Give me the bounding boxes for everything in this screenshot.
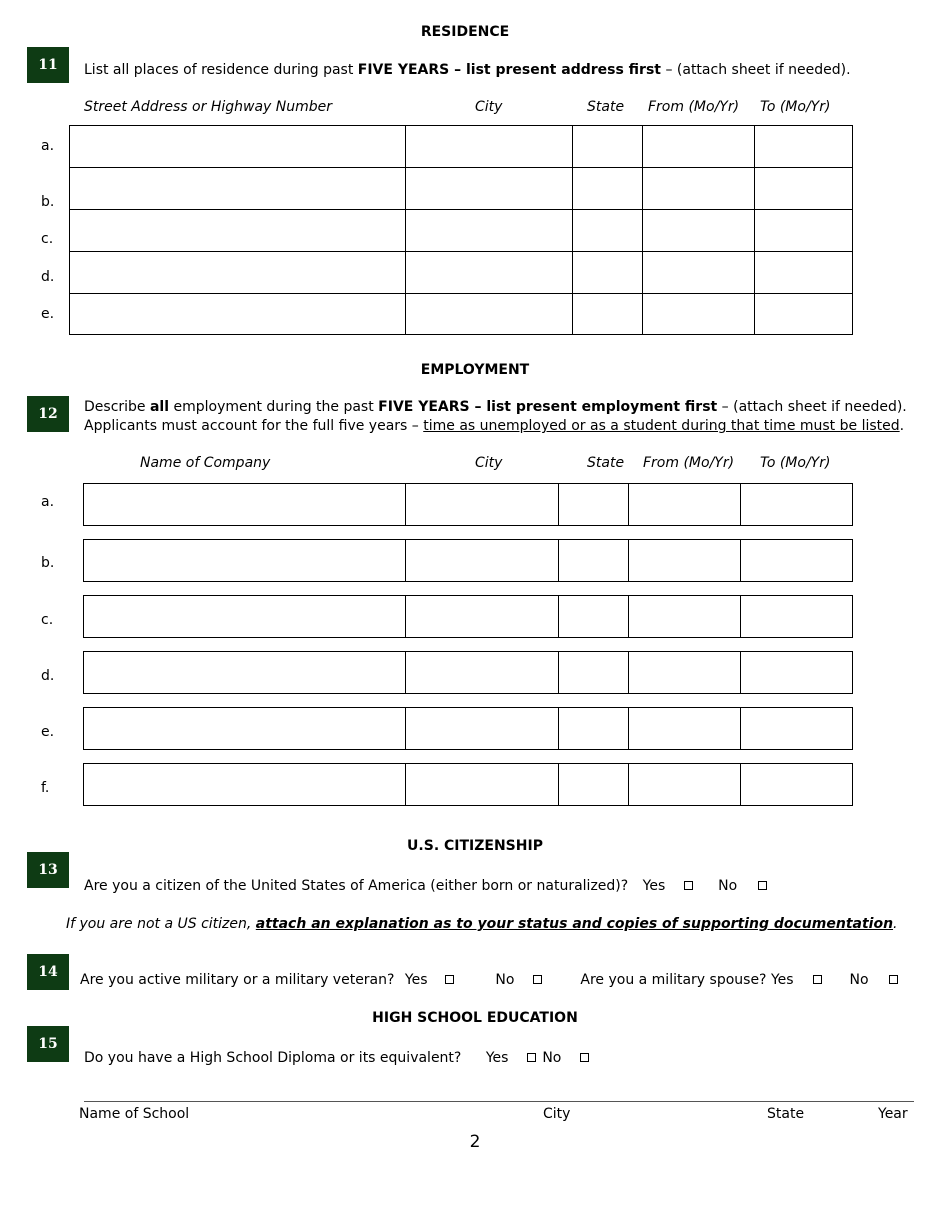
residence-d-state-field[interactable] bbox=[572, 251, 642, 293]
employment-d-to-field[interactable] bbox=[740, 651, 853, 694]
school-name-label: Name of School bbox=[79, 1106, 190, 1122]
residence-b-from-field[interactable] bbox=[642, 167, 754, 209]
residence-e-from-field[interactable] bbox=[642, 293, 754, 335]
column-header-city: City bbox=[475, 455, 503, 471]
spouse-no-checkbox[interactable] bbox=[889, 975, 898, 984]
residence-instruction: List all places of residence during past FIVE YEARS – list present address first – (attach sheet if needed). bbox=[84, 62, 851, 78]
employment-a-state-field[interactable] bbox=[558, 483, 629, 526]
residence-c-to-field[interactable] bbox=[754, 209, 853, 251]
no-label: No bbox=[495, 972, 515, 988]
employment-instruction: Describe all employment during the past FIVE YEARS – list present employment first – (attach sheet if needed). bbox=[84, 399, 907, 415]
yes-label: Yes bbox=[404, 972, 428, 988]
no-label: No bbox=[542, 1050, 562, 1066]
residence-e-state-field[interactable] bbox=[572, 293, 642, 335]
employment-d-city-field[interactable] bbox=[405, 651, 559, 694]
school-state-label: State bbox=[767, 1106, 805, 1122]
row-label: b. bbox=[41, 555, 55, 571]
column-header-from: From (Mo/Yr) bbox=[648, 99, 740, 115]
row-label: c. bbox=[41, 231, 54, 247]
employment-c-to-field[interactable] bbox=[740, 595, 853, 638]
employment-f-company-field[interactable] bbox=[83, 763, 406, 806]
column-header-state: State bbox=[587, 455, 625, 471]
row-label: a. bbox=[41, 494, 55, 510]
section-number-badge: 13 bbox=[27, 852, 69, 888]
employment-f-state-field[interactable] bbox=[558, 763, 629, 806]
yes-label: Yes bbox=[642, 878, 666, 894]
column-header-from: From (Mo/Yr) bbox=[643, 455, 735, 471]
residence-c-state-field[interactable] bbox=[572, 209, 642, 251]
school-city-label: City bbox=[543, 1106, 571, 1122]
residence-a-to-field[interactable] bbox=[754, 125, 853, 167]
diploma-yes-checkbox[interactable] bbox=[527, 1053, 536, 1062]
employment-e-to-field[interactable] bbox=[740, 707, 853, 750]
employment-b-city-field[interactable] bbox=[405, 539, 559, 582]
residence-d-city-field[interactable] bbox=[405, 251, 572, 293]
employment-e-from-field[interactable] bbox=[628, 707, 741, 750]
residence-d-to-field[interactable] bbox=[754, 251, 853, 293]
employment-instruction-note: Applicants must account for the full five years – time as unemployed or as a student during that time must be listed. bbox=[84, 418, 905, 434]
employment-a-from-field[interactable] bbox=[628, 483, 741, 526]
employment-c-company-field[interactable] bbox=[83, 595, 406, 638]
section-number-badge: 12 bbox=[27, 396, 69, 432]
military-spouse-question: Are you a military spouse? bbox=[580, 972, 767, 988]
school-info-line[interactable] bbox=[84, 1101, 914, 1102]
residence-table bbox=[69, 125, 853, 335]
citizenship-question: Are you a citizen of the United States of America (either born or naturalized)? bbox=[84, 878, 629, 894]
employment-b-to-field[interactable] bbox=[740, 539, 853, 582]
citizenship-question-row bbox=[84, 878, 767, 894]
row-label: c. bbox=[41, 612, 54, 628]
no-label: No bbox=[718, 878, 738, 894]
row-label: e. bbox=[41, 724, 55, 740]
column-header-company: Name of Company bbox=[140, 455, 271, 471]
column-header-street: Street Address or Highway Number bbox=[84, 99, 333, 115]
employment-b-company-field[interactable] bbox=[83, 539, 406, 582]
residence-c-city-field[interactable] bbox=[405, 209, 572, 251]
employment-a-company-field[interactable] bbox=[83, 483, 406, 526]
employment-d-from-field[interactable] bbox=[628, 651, 741, 694]
diploma-no-checkbox[interactable] bbox=[580, 1053, 589, 1062]
column-header-to: To (Mo/Yr) bbox=[760, 99, 831, 115]
employment-d-state-field[interactable] bbox=[558, 651, 629, 694]
employment-c-state-field[interactable] bbox=[558, 595, 629, 638]
employment-b-state-field[interactable] bbox=[558, 539, 629, 582]
residence-a-state-field[interactable] bbox=[572, 125, 642, 167]
row-label: d. bbox=[41, 269, 55, 285]
residence-grid bbox=[69, 125, 853, 335]
citizenship-heading: U.S. CITIZENSHIP bbox=[407, 838, 543, 854]
spouse-yes-checkbox[interactable] bbox=[813, 975, 822, 984]
residence-b-state-field[interactable] bbox=[572, 167, 642, 209]
page-number: 2 bbox=[469, 1132, 481, 1152]
residence-a-from-field[interactable] bbox=[642, 125, 754, 167]
employment-a-to-field[interactable] bbox=[740, 483, 853, 526]
row-label: e. bbox=[41, 306, 55, 322]
residence-d-from-field[interactable] bbox=[642, 251, 754, 293]
employment-c-city-field[interactable] bbox=[405, 595, 559, 638]
employment-f-city-field[interactable] bbox=[405, 763, 559, 806]
row-label: a. bbox=[41, 138, 55, 154]
yes-label: Yes bbox=[485, 1050, 509, 1066]
education-question: Do you have a High School Diploma or its equivalent? bbox=[84, 1050, 462, 1066]
military-question-row bbox=[80, 972, 898, 988]
citizen-yes-checkbox[interactable] bbox=[684, 881, 693, 890]
employment-e-company-field[interactable] bbox=[83, 707, 406, 750]
column-header-city: City bbox=[475, 99, 503, 115]
residence-c-street-field[interactable] bbox=[69, 209, 405, 251]
residence-a-city-field[interactable] bbox=[405, 125, 572, 167]
employment-b-from-field[interactable] bbox=[628, 539, 741, 582]
section-number-badge: 14 bbox=[27, 954, 69, 990]
residence-heading: RESIDENCE bbox=[420, 24, 510, 40]
education-question-row bbox=[84, 1050, 589, 1066]
row-label: d. bbox=[41, 668, 55, 684]
residence-a-street-field[interactable] bbox=[69, 125, 405, 167]
employment-d-company-field[interactable] bbox=[83, 651, 406, 694]
education-heading: HIGH SCHOOL EDUCATION bbox=[372, 1010, 578, 1026]
employment-f-to-field[interactable] bbox=[740, 763, 853, 806]
residence-b-city-field[interactable] bbox=[405, 167, 572, 209]
section-number-badge: 15 bbox=[27, 1026, 69, 1062]
row-label: f. bbox=[41, 780, 50, 796]
residence-e-street-field[interactable] bbox=[69, 293, 405, 335]
employment-e-state-field[interactable] bbox=[558, 707, 629, 750]
citizen-no-checkbox[interactable] bbox=[758, 881, 767, 890]
column-header-state: State bbox=[587, 99, 625, 115]
military-question: Are you active military or a military veteran? bbox=[80, 972, 395, 988]
section-number-badge: 11 bbox=[27, 47, 69, 83]
yes-label: Yes bbox=[770, 972, 794, 988]
no-label: No bbox=[849, 972, 869, 988]
row-label: b. bbox=[41, 194, 55, 210]
military-no-checkbox[interactable] bbox=[533, 975, 542, 984]
citizenship-note: If you are not a US citizen, attach an explanation as to your status and copies of supporting documentation. bbox=[66, 916, 898, 932]
residence-e-city-field[interactable] bbox=[405, 293, 572, 335]
military-yes-checkbox[interactable] bbox=[445, 975, 454, 984]
school-year-label: Year bbox=[878, 1106, 908, 1122]
employment-a-city-field[interactable] bbox=[405, 483, 559, 526]
residence-d-street-field[interactable] bbox=[69, 251, 405, 293]
employment-f-from-field[interactable] bbox=[628, 763, 741, 806]
employment-e-city-field[interactable] bbox=[405, 707, 559, 750]
residence-b-street-field[interactable] bbox=[69, 167, 405, 209]
residence-c-from-field[interactable] bbox=[642, 209, 754, 251]
column-header-to: To (Mo/Yr) bbox=[760, 455, 831, 471]
employment-heading: EMPLOYMENT bbox=[420, 362, 530, 378]
residence-e-to-field[interactable] bbox=[754, 293, 853, 335]
employment-c-from-field[interactable] bbox=[628, 595, 741, 638]
residence-b-to-field[interactable] bbox=[754, 167, 853, 209]
